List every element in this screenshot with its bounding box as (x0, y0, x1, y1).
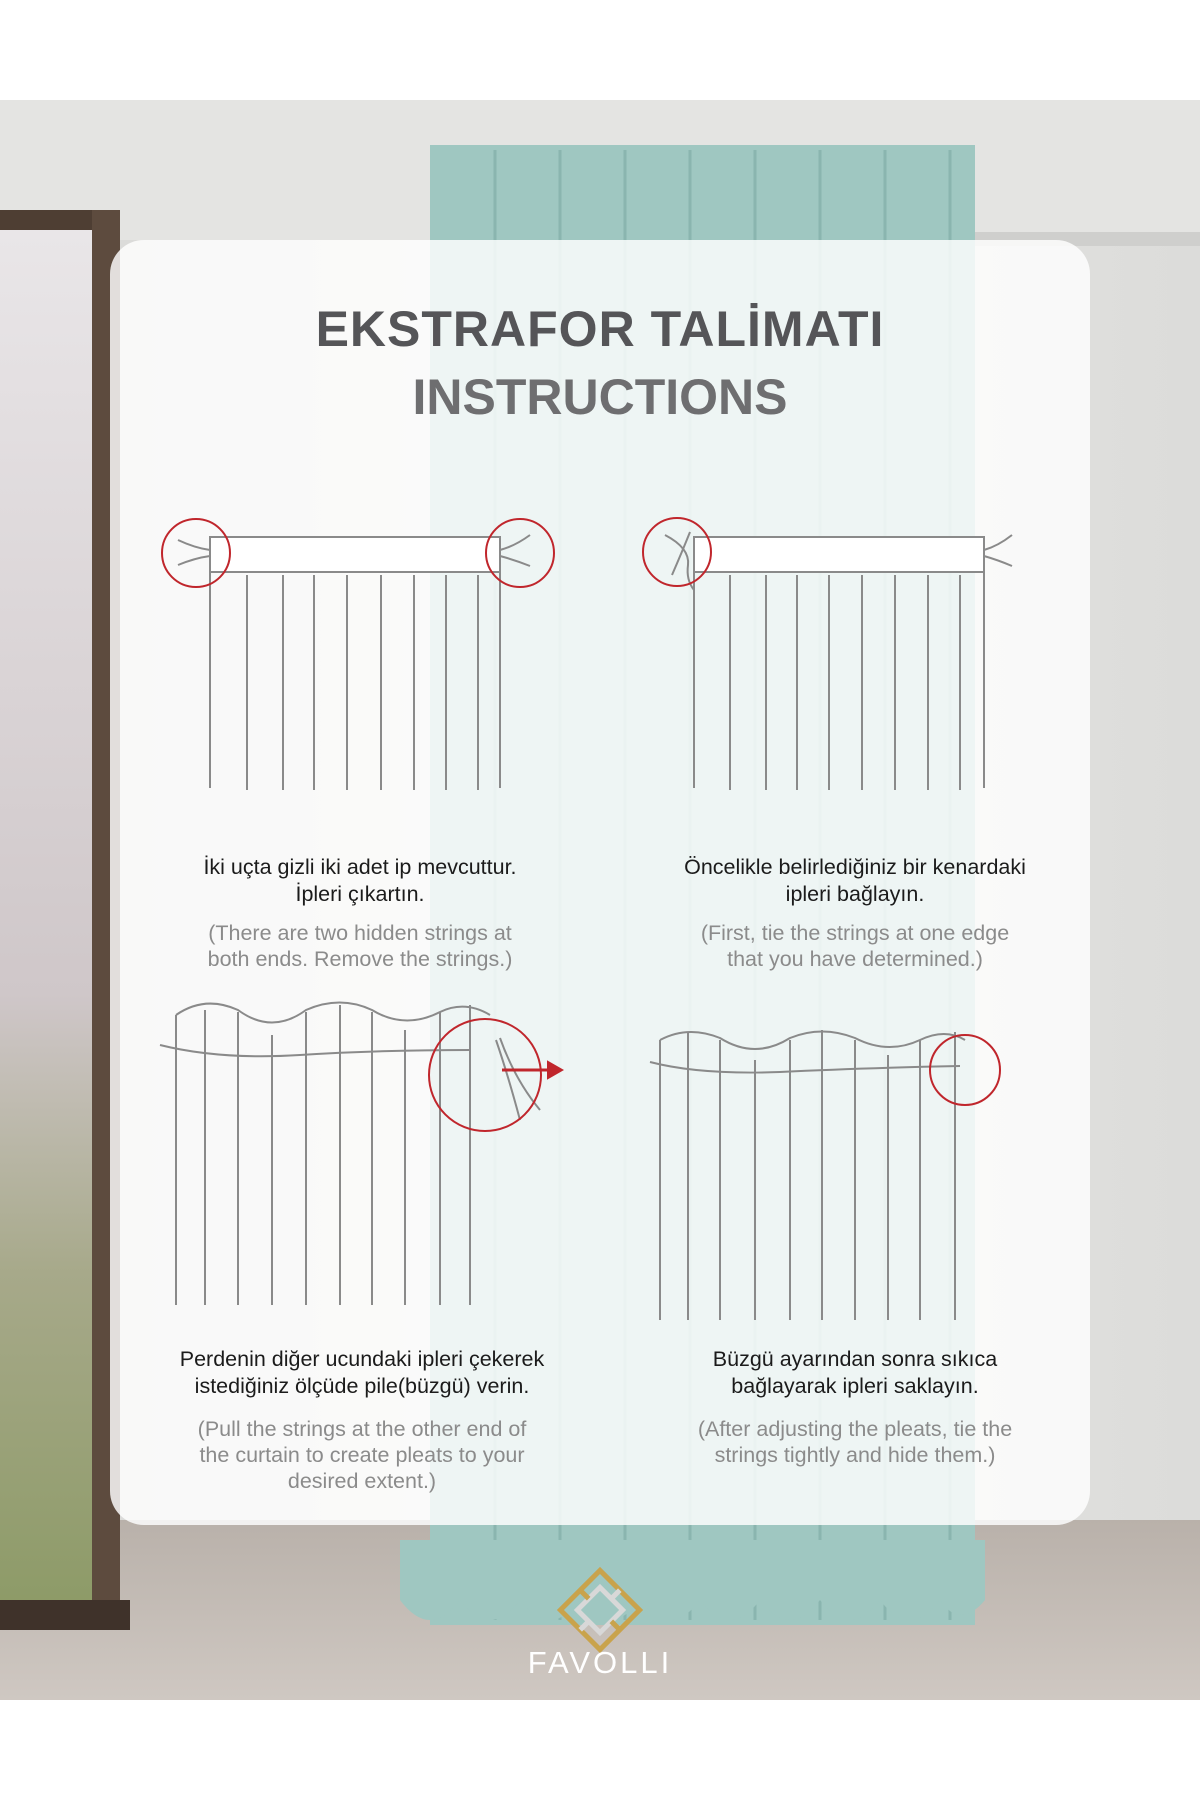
step-4-en: (After adjusting the pleats, tie the strings tightly and hide them.) (697, 1417, 1013, 1467)
step-4-tr: Büzgü ayarından sonra sıkıca bağlayarak ipleri saklayın. (712, 1347, 998, 1398)
brand-name: FAVOLLI (527, 1645, 673, 1680)
step-3-en: (Pull the strings at the other end of the curtain to create pleats to your desired extent.) (197, 1417, 527, 1493)
step-2-en: (First, tie the strings at one edge that you have determined.) (700, 921, 1010, 971)
page-subtitle: INSTRUCTIONS (412, 369, 788, 425)
step-1-en: (There are two hidden strings at both ends. Remove the strings.) (207, 921, 513, 971)
step-3-tr: Perdenin diğer ucundaki ipleri çekerek istediğiniz ölçüde pile(büzgü) verin. (179, 1347, 545, 1398)
step-2-tr: Öncelikle belirlediğiniz bir kenardaki ipleri bağlayın. (684, 855, 1026, 906)
step-1-tr: İki uçta gizli iki adet ip mevcuttur. İpleri çıkartın. (203, 855, 517, 906)
page-title: EKSTRAFOR TALİMATI (315, 301, 885, 357)
